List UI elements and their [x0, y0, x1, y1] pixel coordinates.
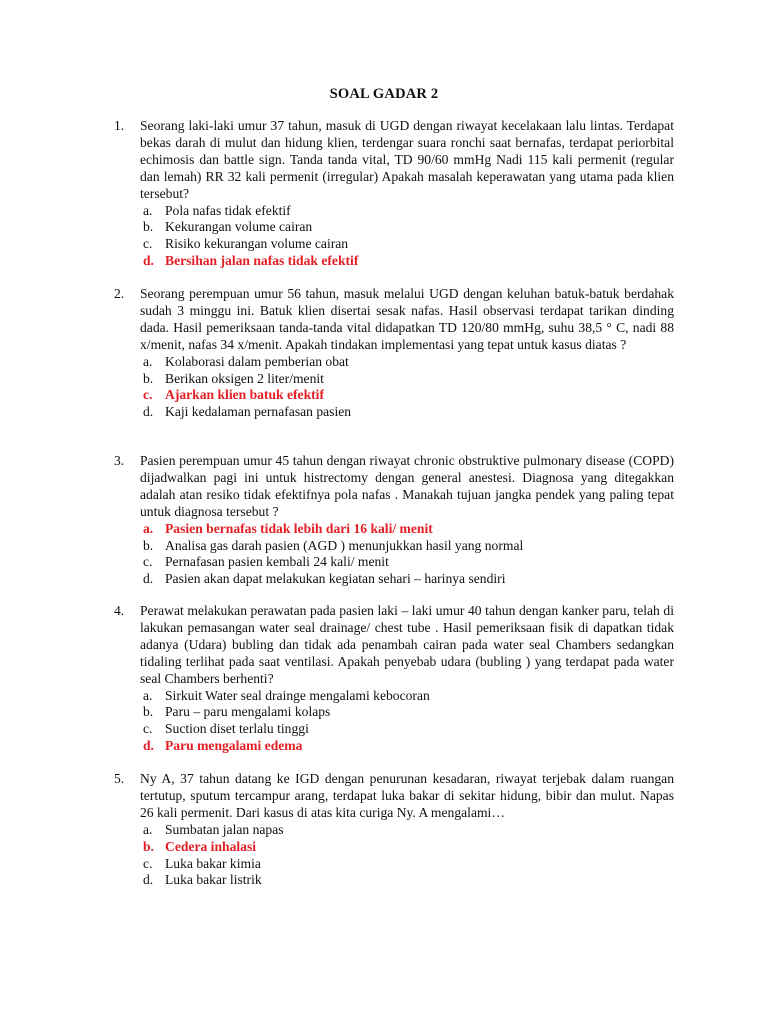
option-text: Suction diset terlalu tinggi — [165, 721, 309, 737]
option-c — [140, 721, 674, 738]
option-b — [140, 538, 674, 555]
option-letter: c. — [143, 554, 153, 570]
option-text: Kolaborasi dalam pemberian obat — [165, 353, 349, 369]
option-letter: d. — [143, 872, 154, 888]
option-d — [140, 872, 674, 889]
option-list — [140, 521, 674, 589]
option-letter: c. — [143, 236, 153, 252]
option-letter: d. — [143, 571, 154, 587]
option-a-correct — [140, 521, 674, 538]
option-text: Luka bakar kimia — [165, 855, 261, 871]
question-number: 2. — [114, 286, 125, 301]
question-number: 1. — [114, 118, 125, 133]
question-number: 4. — [114, 603, 125, 618]
option-letter: a. — [143, 821, 153, 837]
question-text: Seorang perempuan umur 56 tahun, masuk melalui UGD dengan keluhan batuk-batuk berdahak sudah 3 minggu ini. Batuk klien disertai sesak nafas. Hasil observasi terdapat tarikan dinding dada. Hasil pemeriksaan tanda-tanda vital didapatkan TD 120/80 mmHg, suhu 38,5 ° C, nadi 88 x/menit, nafas 34 x/menit. Apakah tindakan implementasi yang tepat untuk kasus diatas ? — [140, 286, 674, 352]
question-4 — [114, 603, 674, 755]
option-c-correct — [140, 387, 674, 404]
option-c — [140, 236, 674, 253]
option-d — [140, 404, 674, 421]
option-text: Pasien akan dapat melakukan kegiatan sehari – harinya sendiri — [165, 571, 506, 587]
option-a — [140, 203, 674, 220]
option-letter: a. — [143, 520, 154, 536]
option-d-correct — [140, 253, 674, 270]
question-text: Seorang laki-laki umur 37 tahun, masuk di UGD dengan riwayat kecelakaan lalu lintas. Terdapat bekas darah di mulut dan hidung klien, terdengar suara ronchi saat bernafas, terdapat periorbital echimosis dan battle sign. Tanda tanda vital, TD 90/60 mmHg Nadi 115 kali permenit (regular dan lemah) RR 32 kali permenit (irregular) Apakah masalah keperawatan yang utama pada klien tersebut? — [140, 118, 674, 201]
option-text: Ajarkan klien batuk efektif — [165, 387, 324, 403]
option-text: Paru – paru mengalami kolaps — [165, 704, 331, 720]
option-letter: b. — [143, 838, 154, 854]
option-list — [140, 688, 674, 756]
question-5 — [114, 771, 674, 889]
option-a — [140, 354, 674, 371]
option-d — [140, 571, 674, 588]
option-text: Bersihan jalan nafas tidak efektif — [165, 253, 359, 269]
document-title: SOAL GADAR 2 — [329, 86, 439, 102]
option-text: Analisa gas darah pasien (AGD ) menunjukkan hasil yang normal — [165, 537, 524, 553]
option-letter: b. — [143, 704, 154, 720]
option-text: Risiko kekurangan volume cairan — [165, 236, 349, 252]
option-b-correct — [140, 839, 674, 856]
option-letter: a. — [143, 353, 153, 369]
option-c — [140, 554, 674, 571]
option-text: Kaji kedalaman pernafasan pasien — [165, 404, 352, 420]
option-d-correct — [140, 738, 674, 755]
option-letter: d. — [143, 738, 154, 754]
option-text: Luka bakar listrik — [165, 872, 262, 888]
option-letter: a. — [143, 687, 153, 703]
question-3 — [114, 453, 674, 588]
question-number: 5. — [114, 771, 125, 786]
option-text: Berikan oksigen 2 liter/menit — [165, 370, 324, 386]
option-a — [140, 822, 674, 839]
option-a — [140, 688, 674, 705]
question-text: Ny A, 37 tahun datang ke IGD dengan penurunan kesadaran, riwayat terjebak dalam ruangan tertutup, sputum tercampur arang, terdapat luka bakar di sekitar hidung, bibir dan mulut. Napas 26 kali permenit. Dari kasus di atas kita curiga Ny. A mengalami… — [140, 771, 674, 820]
option-text: Pola nafas tidak efektif — [165, 202, 291, 218]
option-letter: a. — [143, 202, 153, 218]
option-c — [140, 856, 674, 873]
option-text: Paru mengalami edema — [165, 738, 303, 754]
question-2 — [114, 286, 674, 421]
option-letter: d. — [143, 404, 154, 420]
option-b — [140, 704, 674, 721]
question-text: Pasien perempuan umur 45 tahun dengan riwayat chronic obstruktive pulmonary disease (COPD) dijadwalkan pagi ini untuk histrectomy dengan general anestesi. Diagnosa yang ditegakkan adalah atan resiko tidak efektifnya pola nafas . Manakah tujuan jangka pendek yang paling tepat untuk diagnosa tersebut ? — [140, 453, 674, 519]
option-letter: b. — [143, 370, 154, 386]
option-letter: b. — [143, 537, 154, 553]
option-text: Sirkuit Water seal drainge mengalami kebocoran — [165, 687, 430, 703]
option-list — [140, 203, 674, 271]
option-letter: b. — [143, 219, 154, 235]
option-list — [140, 354, 674, 422]
option-text: Pernafasan pasien kembali 24 kali/ menit — [165, 554, 389, 570]
option-text: Pasien bernafas tidak lebih dari 16 kali/ menit — [165, 520, 433, 536]
option-list — [140, 822, 674, 890]
question-number: 3. — [114, 453, 125, 468]
option-letter: c. — [143, 387, 153, 403]
option-letter: c. — [143, 855, 153, 871]
option-text: Sumbatan jalan napas — [165, 821, 284, 837]
option-letter: d. — [143, 253, 154, 269]
question-text: Perawat melakukan perawatan pada pasien laki – laki umur 40 tahun dengan kanker paru, telah di lakukan pemasangan water seal drainage/ chest tube . Hasil pemeriksaan fisik di dapatkan tidak adanya (Udara) bubling dan tidak ada penambah cairan pada water seal Chambers sedangkan tidaling terlihat pada saat ventilasi. Apakah penyebab udara (bubling ) yang terdapat pada water seal Chambers berhenti? — [140, 603, 674, 686]
question-1 — [114, 118, 674, 270]
option-text: Cedera inhalasi — [165, 838, 257, 854]
option-letter: c. — [143, 721, 153, 737]
option-b — [140, 219, 674, 236]
option-b — [140, 371, 674, 388]
option-text: Kekurangan volume cairan — [165, 219, 313, 235]
